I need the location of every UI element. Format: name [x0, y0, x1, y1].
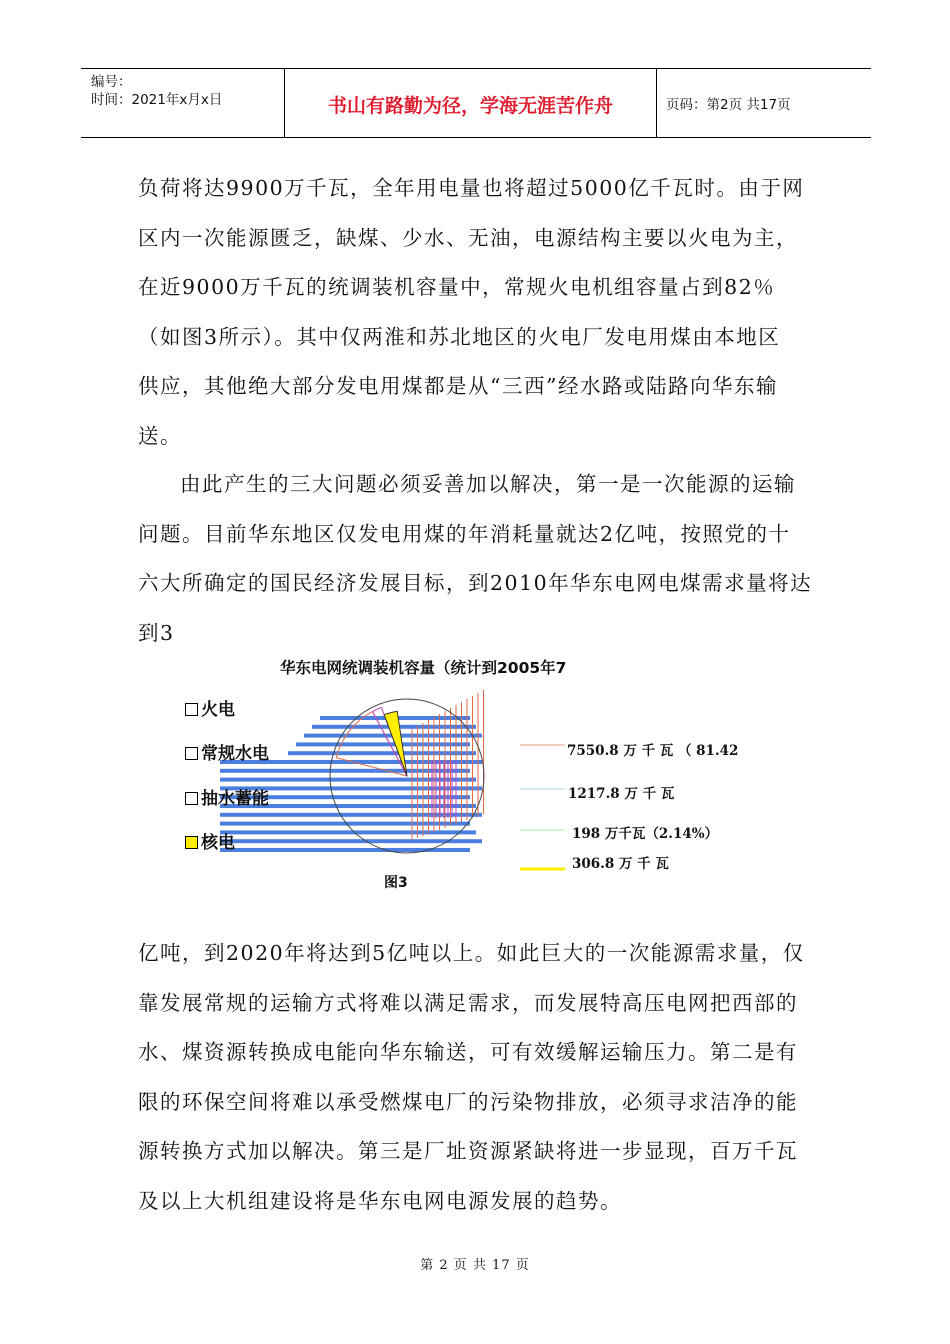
page-footer: 第 2 页 共 17 页	[420, 1258, 530, 1273]
chart-stripe	[288, 751, 476, 755]
legend-label: 火电	[201, 700, 235, 720]
chart-leader-lines	[520, 745, 565, 869]
text-line: 负荷将达9900万千瓦，全年用电量也将超过5000亿千瓦时。由于网	[138, 176, 805, 200]
legend-swatch	[185, 703, 198, 716]
chart-stripe	[220, 813, 482, 817]
chart-pie	[330, 699, 484, 853]
text-line: 靠发展常规的运输方式将难以满足需求，而发展特高压电网把西部的	[138, 990, 798, 1015]
legend-label: 常规水电	[201, 744, 269, 764]
text-line: 亿吨，到2020年将达到5亿吨以上。如此巨大的一次能源需求量，仅	[138, 941, 805, 965]
chart-title: 华东电网统调装机容量（统计到2005年7	[280, 659, 567, 677]
header-page-number: 页码：第2页 共17页	[666, 97, 791, 113]
legend-swatch	[185, 836, 198, 849]
paragraph-3	[138, 929, 818, 1226]
header-motto: 书山有路勤为径，学海无涯苦作舟	[327, 95, 613, 117]
legend-item	[185, 695, 235, 720]
chart-stripe	[220, 830, 476, 834]
chart-vertical-bars	[412, 690, 484, 840]
data-label: 198 万千瓦（2.14%）	[572, 826, 719, 842]
legend-swatch	[185, 792, 198, 805]
figure-caption: 图3	[384, 875, 408, 891]
legend-swatch	[185, 747, 198, 760]
text-line: 限的环保空间将难以承受燃煤电厂的污染物排放，必须寻求洁净的能	[138, 1089, 798, 1114]
text-line: 由此产生的三大问题必须妥善加以解决，第一是一次能源的运输	[180, 472, 796, 496]
header-time: 时间：2021年x月x日	[91, 92, 223, 108]
text-line: 区内一次能源匮乏，缺煤、少水、无油，电源结构主要以火电为主，	[138, 225, 798, 250]
legend-item	[185, 828, 235, 853]
chart-stripe	[220, 839, 482, 843]
chart-stripe	[220, 778, 476, 782]
header-number: 编号：	[91, 74, 132, 90]
text-line: 在近9000万千瓦的统调装机容量中，常规火电机组容量占到82％	[138, 275, 776, 299]
text-line: 供应，其他绝大部分发电用煤都是从“三西”经水路或陆路向华东输	[138, 374, 778, 398]
legend-label: 核电	[201, 833, 235, 853]
text-line: 到3	[138, 620, 175, 645]
text-line: 及以上大机组建设将是华东电网电源发展的趋势。	[138, 1188, 622, 1213]
data-label: 7550.8 万 千 瓦 （ 81.42	[567, 743, 739, 759]
text-line: 水、煤资源转换成电能向华东输送，可有效缓解运输压力。第二是有	[138, 1040, 798, 1064]
text-line: 送。	[138, 423, 182, 448]
legend-item	[185, 784, 269, 809]
text-line: 源转换方式加以解决。第三是厂址资源紧缺将进一步显现，百万千瓦	[138, 1139, 798, 1163]
data-label: 1217.8 万 千 瓦	[568, 786, 675, 802]
chart-stripe	[296, 742, 470, 746]
text-line: （如图3所示）。其中仅两淮和苏北地区的火电厂发电用煤由本地区	[138, 324, 781, 349]
text-line: 问题。目前华东地区仅发电用煤的年消耗量就达2亿吨，按照党的十	[138, 521, 791, 546]
legend-label: 抽水蓄能	[201, 789, 269, 809]
text-line: 六大所确定的国民经济发展目标，到2010年华东电网电煤需求量将达	[138, 571, 813, 595]
data-label: 306.8 万 千 瓦	[572, 856, 669, 872]
legend-item	[185, 739, 269, 764]
